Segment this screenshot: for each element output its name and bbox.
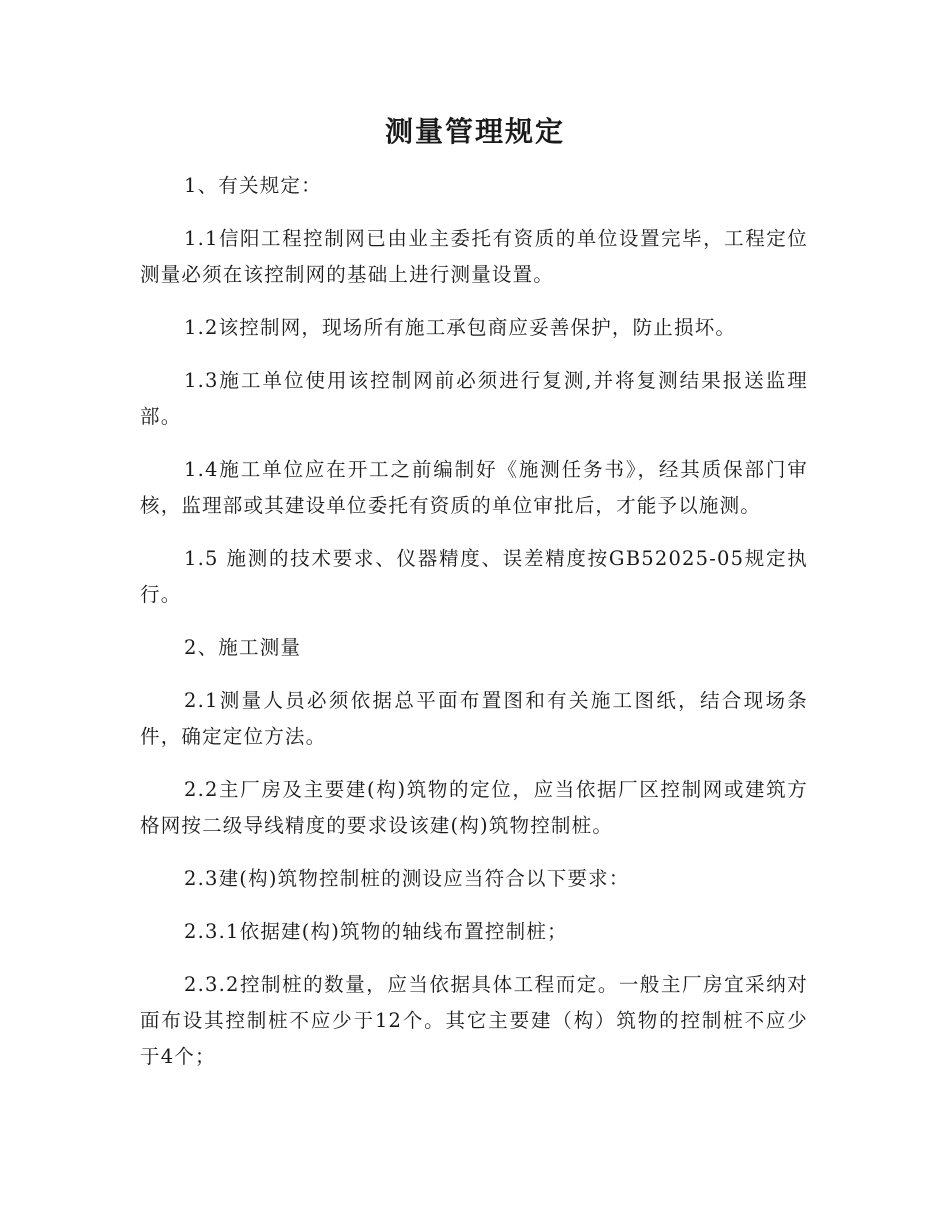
document-body xyxy=(140,168,808,1092)
paragraph-2-3-1: 2.3.1依据建(构)筑物的轴线布置控制桩； xyxy=(184,920,568,943)
paragraph-2: 2、施工测量 xyxy=(184,636,302,659)
paragraph-2-2: 2.2主厂房及主要建(构)筑物的定位，应当依据厂区控制网或建筑方格网按二级导线精度的要求设该建(构)筑物控制桩。 xyxy=(140,778,808,837)
paragraph-2-1: 2.1测量人员必须依据总平面布置图和有关施工图纸，结合现场条件，确定定位方法。 xyxy=(140,689,808,748)
paragraph-1: 1、有关规定： xyxy=(184,174,322,197)
paragraph-1-1: 1.1信阳工程控制网已由业主委托有资质的单位设置完毕，工程定位测量必须在该控制网的基础上进行测量设置。 xyxy=(140,227,808,286)
paragraph-1-5: 1.5 施测的技术要求、仪器精度、误差精度按GB52025-05规定执行。 xyxy=(140,547,808,606)
paragraph-2-3-2: 2.3.2控制桩的数量，应当依据具体工程而定。一般主厂房宜采纳对面布设其控制桩不应少于12个。其它主要建（构）筑物的控制桩不应少于4个； xyxy=(140,973,808,1068)
paragraph-2-3: 2.3建(构)筑物控制桩的测设应当符合以下要求： xyxy=(184,867,630,890)
paragraph-1-4: 1.4施工单位应在开工之前编制好《施测任务书》，经其质保部门审核，监理部或其建设单位委托有资质的单位审批后，才能予以施测。 xyxy=(140,458,808,517)
paragraph-1-2: 1.2该控制网，现场所有施工承包商应妥善保护，防止损坏。 xyxy=(184,316,737,339)
document-title: 测量管理规定 xyxy=(384,115,565,148)
paragraph-1-3: 1.3施工单位使用该控制网前必须进行复测,并将复测结果报送监理部。 xyxy=(140,369,808,428)
